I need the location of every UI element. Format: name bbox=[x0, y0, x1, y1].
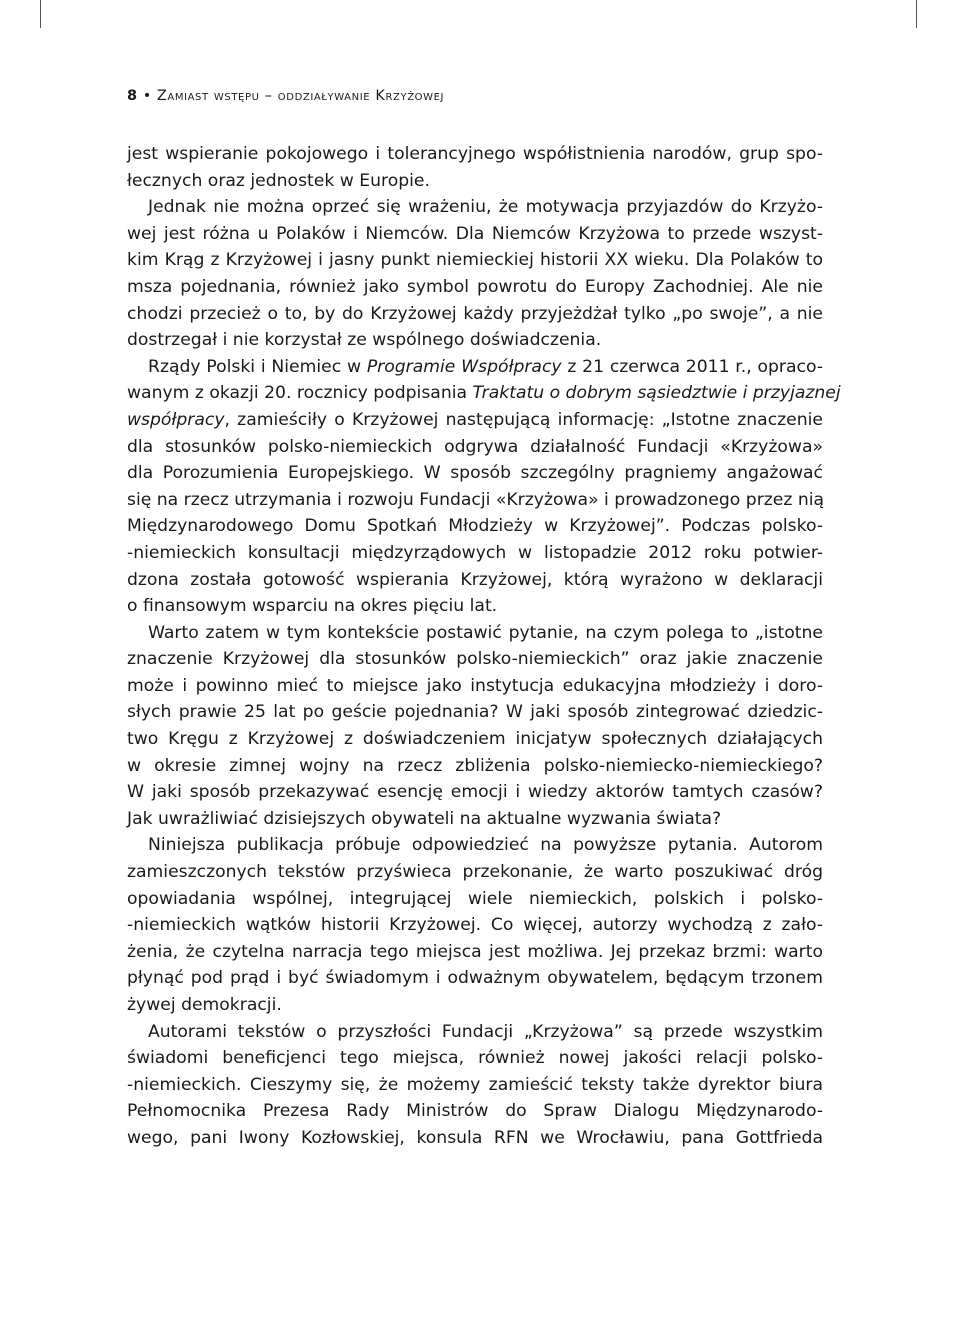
text-line bbox=[127, 247, 823, 274]
text-line bbox=[127, 965, 823, 992]
text-line bbox=[127, 221, 823, 248]
text-line bbox=[127, 593, 823, 620]
header-separator: • bbox=[142, 88, 152, 104]
text-line bbox=[127, 168, 823, 195]
text-run: z 21 czerwca 2011 r., opraco- bbox=[561, 356, 824, 377]
text-line bbox=[127, 354, 823, 381]
text-run: dla Porozumienia Europejskiego. W sposób szczególny pragniemy angażować bbox=[127, 463, 823, 484]
text-run: Warto zatem w tym kontekście postawić pytanie, na czym polega to „istotne bbox=[148, 622, 823, 643]
text-run: świadomi beneficjenci tego miejsca, również nowej jakości relacji polsko- bbox=[127, 1048, 823, 1069]
text-run: może i powinno mieć to miejsce jako instytucja edukacyjna młodzieży i doro- bbox=[127, 675, 823, 696]
text-run: Autorami tekstów o przyszłości Fundacji „Krzyżowa” są przede wszystkim bbox=[148, 1021, 823, 1042]
text-run: chodzi przecież o to, by do Krzyżowej każdy przyjeżdżał tylko „po swoje”, a nie bbox=[127, 303, 823, 324]
text-line bbox=[127, 912, 823, 939]
text-line bbox=[127, 699, 823, 726]
text-run: kim Krąg z Krzyżowej i jasny punkt niemieckiej historii XX wieku. Dla Polaków to bbox=[127, 250, 823, 271]
text-run: Pełnomocnika Prezesa Rady Ministrów do Spraw Dialogu Międzynarodo- bbox=[127, 1101, 823, 1122]
text-line bbox=[127, 301, 823, 328]
text-run: Niniejsza publikacja próbuje odpowiedzieć na powyższe pytania. Autorom bbox=[148, 835, 823, 856]
text-line bbox=[127, 806, 823, 833]
text-line bbox=[127, 726, 823, 753]
text-line bbox=[127, 513, 823, 540]
text-run: żenia, że czytelna narracja tego miejsca jest możliwa. Jej przekaz brzmi: warto bbox=[127, 941, 823, 962]
text-line bbox=[127, 832, 823, 859]
running-header bbox=[127, 88, 444, 104]
text-run: wanym z okazji 20. rocznicy podpisania bbox=[127, 383, 473, 404]
text-run: znaczenie Krzyżowej dla stosunków polsko-niemieckich” oraz jakie znaczenie bbox=[127, 649, 823, 670]
italic-title: Traktatu o dobrym sąsiedztwie i przyjaznej bbox=[472, 383, 841, 404]
text-run: łecznych oraz jednostek w Europie. bbox=[127, 170, 430, 191]
text-run: opowiadania wspólnej, integrującej wiele niemieckich, polskich i polsko- bbox=[127, 888, 823, 909]
italic-title: współpracy bbox=[127, 409, 225, 430]
text-line bbox=[127, 1125, 823, 1152]
text-line bbox=[127, 673, 823, 700]
text-run: słych prawie 25 lat po geście pojednania? W jaki sposób zintegrować dziedzic- bbox=[127, 702, 823, 723]
body-text bbox=[127, 141, 841, 1152]
text-run: wego, pani Iwony Kozłowskiej, konsula RFN we Wrocławiu, pana Gottfrieda bbox=[127, 1127, 823, 1148]
text-line bbox=[127, 939, 823, 966]
text-run: Jednak nie można oprzeć się wrażeniu, że motywacja przyjazdów do Krzyżo- bbox=[148, 197, 823, 218]
text-line bbox=[127, 407, 823, 434]
text-run: -niemieckich konsultacji międzyrządowych w listopadzie 2012 roku potwier- bbox=[127, 542, 823, 563]
text-line bbox=[127, 859, 823, 886]
crop-mark-left bbox=[40, 0, 41, 28]
text-line bbox=[127, 992, 823, 1019]
text-line bbox=[127, 540, 823, 567]
text-run: w okresie zimnej wojny na rzecz zbliżenia polsko-niemiecko-niemieckiego? bbox=[127, 755, 823, 776]
text-run: W jaki sposób przekazywać esencję emocji i wiedzy aktorów tamtych czasów? bbox=[127, 782, 823, 803]
text-run: żywej demokracji. bbox=[127, 995, 282, 1015]
text-run: zamieszczonych tekstów przyświeca przekonanie, że warto poszukiwać dróg bbox=[127, 862, 823, 883]
text-line bbox=[127, 434, 823, 461]
text-run: dzona została gotowość wspierania Krzyżowej, którą wyrażono w deklaracji bbox=[127, 569, 823, 590]
text-run: o finansowym wsparciu na okres pięciu lat. bbox=[127, 596, 498, 617]
text-line bbox=[127, 487, 823, 514]
crop-mark-right bbox=[916, 0, 917, 28]
text-line bbox=[127, 779, 823, 806]
text-line bbox=[127, 1098, 823, 1125]
text-run: jest wspieranie pokojowego i tolerancyjnego współistnienia narodów, grup spo- bbox=[127, 144, 823, 164]
text-run: msza pojednania, również jako symbol powrotu do Europy Zachodniej. Ale nie bbox=[127, 276, 823, 297]
text-line bbox=[127, 1019, 823, 1046]
text-line bbox=[127, 141, 823, 168]
text-line bbox=[127, 646, 823, 673]
text-line bbox=[127, 1045, 823, 1072]
text-line bbox=[127, 380, 841, 407]
text-line bbox=[127, 460, 823, 487]
text-line bbox=[127, 1072, 823, 1099]
chapter-title: Zamiast wstępu – oddziaływanie Krzyżowej bbox=[156, 88, 445, 104]
text-line bbox=[127, 327, 823, 354]
text-run: dla stosunków polsko-niemieckich odgrywa działalność Fundacji «Krzyżowa» bbox=[127, 436, 823, 457]
text-run: two Kręgu z Krzyżowej z doświadczeniem inicjatyw społecznych działających bbox=[127, 729, 823, 750]
text-run: płynąć pod prąd i być świadomym i odważnym obywatelem, będącym trzonem bbox=[127, 968, 823, 989]
page-number: 8 bbox=[127, 88, 138, 104]
text-run: Międzynarodowego Domu Spotkań Młodzieży w Krzyżowej”. Podczas polsko- bbox=[127, 516, 823, 537]
text-line bbox=[127, 194, 823, 221]
text-run: wej jest różna u Polaków i Niemców. Dla Niemców Krzyżowa to przede wszyst- bbox=[127, 223, 823, 244]
text-run: się na rzecz utrzymania i rozwoju Fundacji «Krzyżowa» i prowadzonego przez nią bbox=[127, 489, 825, 510]
text-line bbox=[127, 567, 823, 594]
text-run: -niemieckich wątków historii Krzyżowej. Co więcej, autorzy wychodzą z zało- bbox=[127, 915, 823, 936]
text-run: -niemieckich. Cieszymy się, że możemy zamieścić teksty także dyrektor biura bbox=[127, 1074, 823, 1095]
text-line bbox=[127, 620, 823, 647]
text-run: dostrzegał i nie korzystał ze wspólnego doświadczenia. bbox=[127, 330, 602, 351]
text-line bbox=[127, 274, 823, 301]
text-line bbox=[127, 753, 823, 780]
text-run: Jak uwrażliwiać dzisiejszych obywateli na aktualne wyzwania świata? bbox=[127, 808, 722, 829]
italic-title: Programie Współpracy bbox=[366, 356, 562, 377]
text-run: Rządy Polski i Niemiec w bbox=[148, 356, 367, 377]
text-run: , zamieściły o Krzyżowej następującą informację: „Istotne znaczenie bbox=[224, 409, 823, 430]
text-line bbox=[127, 886, 823, 913]
